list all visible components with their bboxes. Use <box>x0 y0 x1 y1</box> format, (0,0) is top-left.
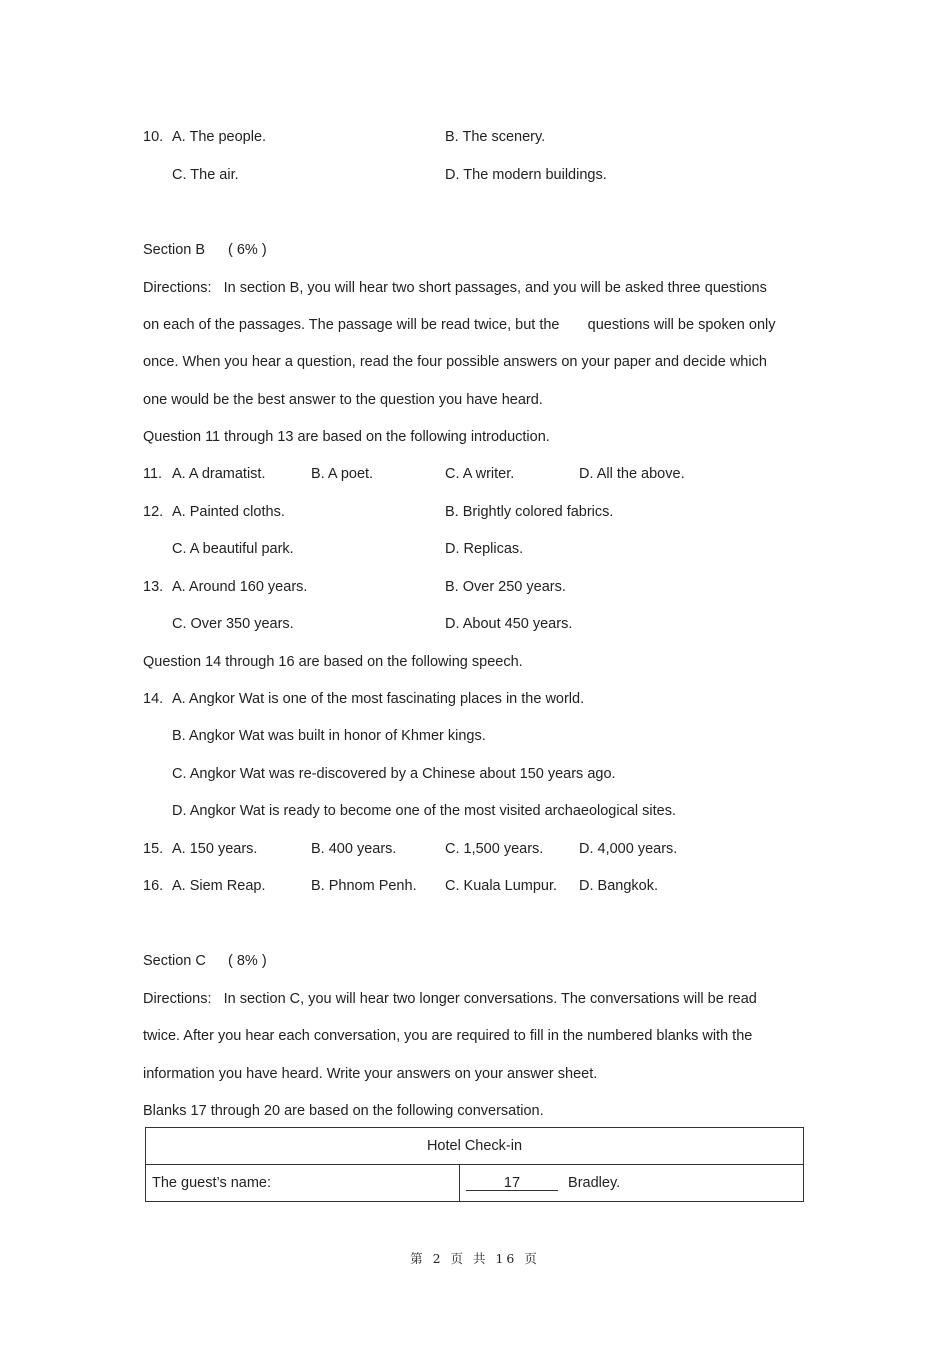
q10-option-d: D. The modern buildings. <box>445 167 607 183</box>
q12-option-a: A. Painted cloths. <box>172 504 285 520</box>
q15-option-c: C. 1,500 years. <box>445 841 544 857</box>
q14-option-d: D. Angkor Wat is ready to become one of the most visited archaeological sites. <box>172 803 676 819</box>
guest-name-value: Bradley. <box>568 1175 621 1191</box>
q10-option-b: B. The scenery. <box>445 129 546 145</box>
q12-option-b: B. Brightly colored fabrics. <box>445 504 614 520</box>
q11-option-a: A. A dramatist. <box>172 466 266 482</box>
section-b-title: Section B <box>143 242 206 258</box>
q10-option-a: A. The people. <box>172 129 267 145</box>
q11-number: 11. <box>143 466 163 482</box>
q15-option-d: D. 4,000 years. <box>579 841 678 857</box>
table-row <box>146 1165 804 1202</box>
q13-option-a: A. Around 160 years. <box>172 579 308 595</box>
section-c-title: Section C <box>143 953 206 969</box>
q14-option-a: A. Angkor Wat is one of the most fascinating places in the world. <box>172 691 585 707</box>
q12-option-c: C. A beautiful park. <box>172 541 294 557</box>
q16-number: 16. <box>143 878 164 894</box>
q14-number: 14. <box>143 691 164 707</box>
section-c-directions-2: twice. After you hear each conversation, you are required to fill in the numbered blanks with the <box>143 1028 753 1044</box>
q13-option-d: D. About 450 years. <box>445 616 573 632</box>
section-b-directions-3: once. When you hear a question, read the four possible answers on your paper and decide which <box>143 354 767 370</box>
q16-option-a: A. Siem Reap. <box>172 878 266 894</box>
q16-option-b: B. Phnom Penh. <box>311 878 417 894</box>
q13-option-b: B. Over 250 years. <box>445 579 566 595</box>
q14-option-b: B. Angkor Wat was built in honor of Khmer kings. <box>172 728 486 744</box>
q10-option-c: C. The air. <box>172 167 239 183</box>
intro-14-16: Question 14 through 16 are based on the following speech. <box>143 654 523 670</box>
q15-option-a: A. 150 years. <box>172 841 258 857</box>
page-footer: 第 2 页 共 16 页 <box>410 1251 540 1266</box>
section-b-directions-1: Directions: In section B, you will hear two short passages, and you will be asked three questions <box>143 280 767 296</box>
hotel-checkin-table <box>145 1127 804 1202</box>
q11-option-c: C. A writer. <box>445 466 515 482</box>
guest-name-cell <box>460 1165 804 1202</box>
section-c-directions-1: Directions: In section C, you will hear two longer conversations. The conversations will be read <box>143 991 757 1007</box>
section-b-directions-4: one would be the best answer to the question you have heard. <box>143 392 543 408</box>
q11-option-d: D. All the above. <box>579 466 685 482</box>
intro-17-20: Blanks 17 through 20 are based on the following conversation. <box>143 1103 544 1119</box>
intro-11-13: Question 11 through 13 are based on the following introduction. <box>143 429 550 445</box>
q15-number: 15. <box>143 841 164 857</box>
section-c-directions-3: information you have heard. Write your answers on your answer sheet. <box>143 1066 598 1082</box>
q12-number: 12. <box>143 504 164 520</box>
q10-number: 10. <box>143 129 164 145</box>
guest-name-label: The guest’s name: <box>146 1165 460 1202</box>
q16-option-d: D. Bangkok. <box>579 878 658 894</box>
q12-option-d: D. Replicas. <box>445 541 524 557</box>
q11-option-b: B. A poet. <box>311 466 374 482</box>
q16-option-c: C. Kuala Lumpur. <box>445 878 558 894</box>
section-c-percent: ( 8% ) <box>228 953 267 969</box>
section-b-directions-2: on each of the passages. The passage will be read twice, but the questions will be spoken only <box>143 317 776 333</box>
q13-number: 13. <box>143 579 164 595</box>
q15-option-b: B. 400 years. <box>311 841 397 857</box>
table-title: Hotel Check-in <box>146 1128 804 1165</box>
q13-option-c: C. Over 350 years. <box>172 616 294 632</box>
blank-17[interactable]: 17 <box>466 1176 558 1191</box>
q14-option-c: C. Angkor Wat was re-discovered by a Chinese about 150 years ago. <box>172 766 616 782</box>
section-b-percent: ( 6% ) <box>228 242 267 258</box>
